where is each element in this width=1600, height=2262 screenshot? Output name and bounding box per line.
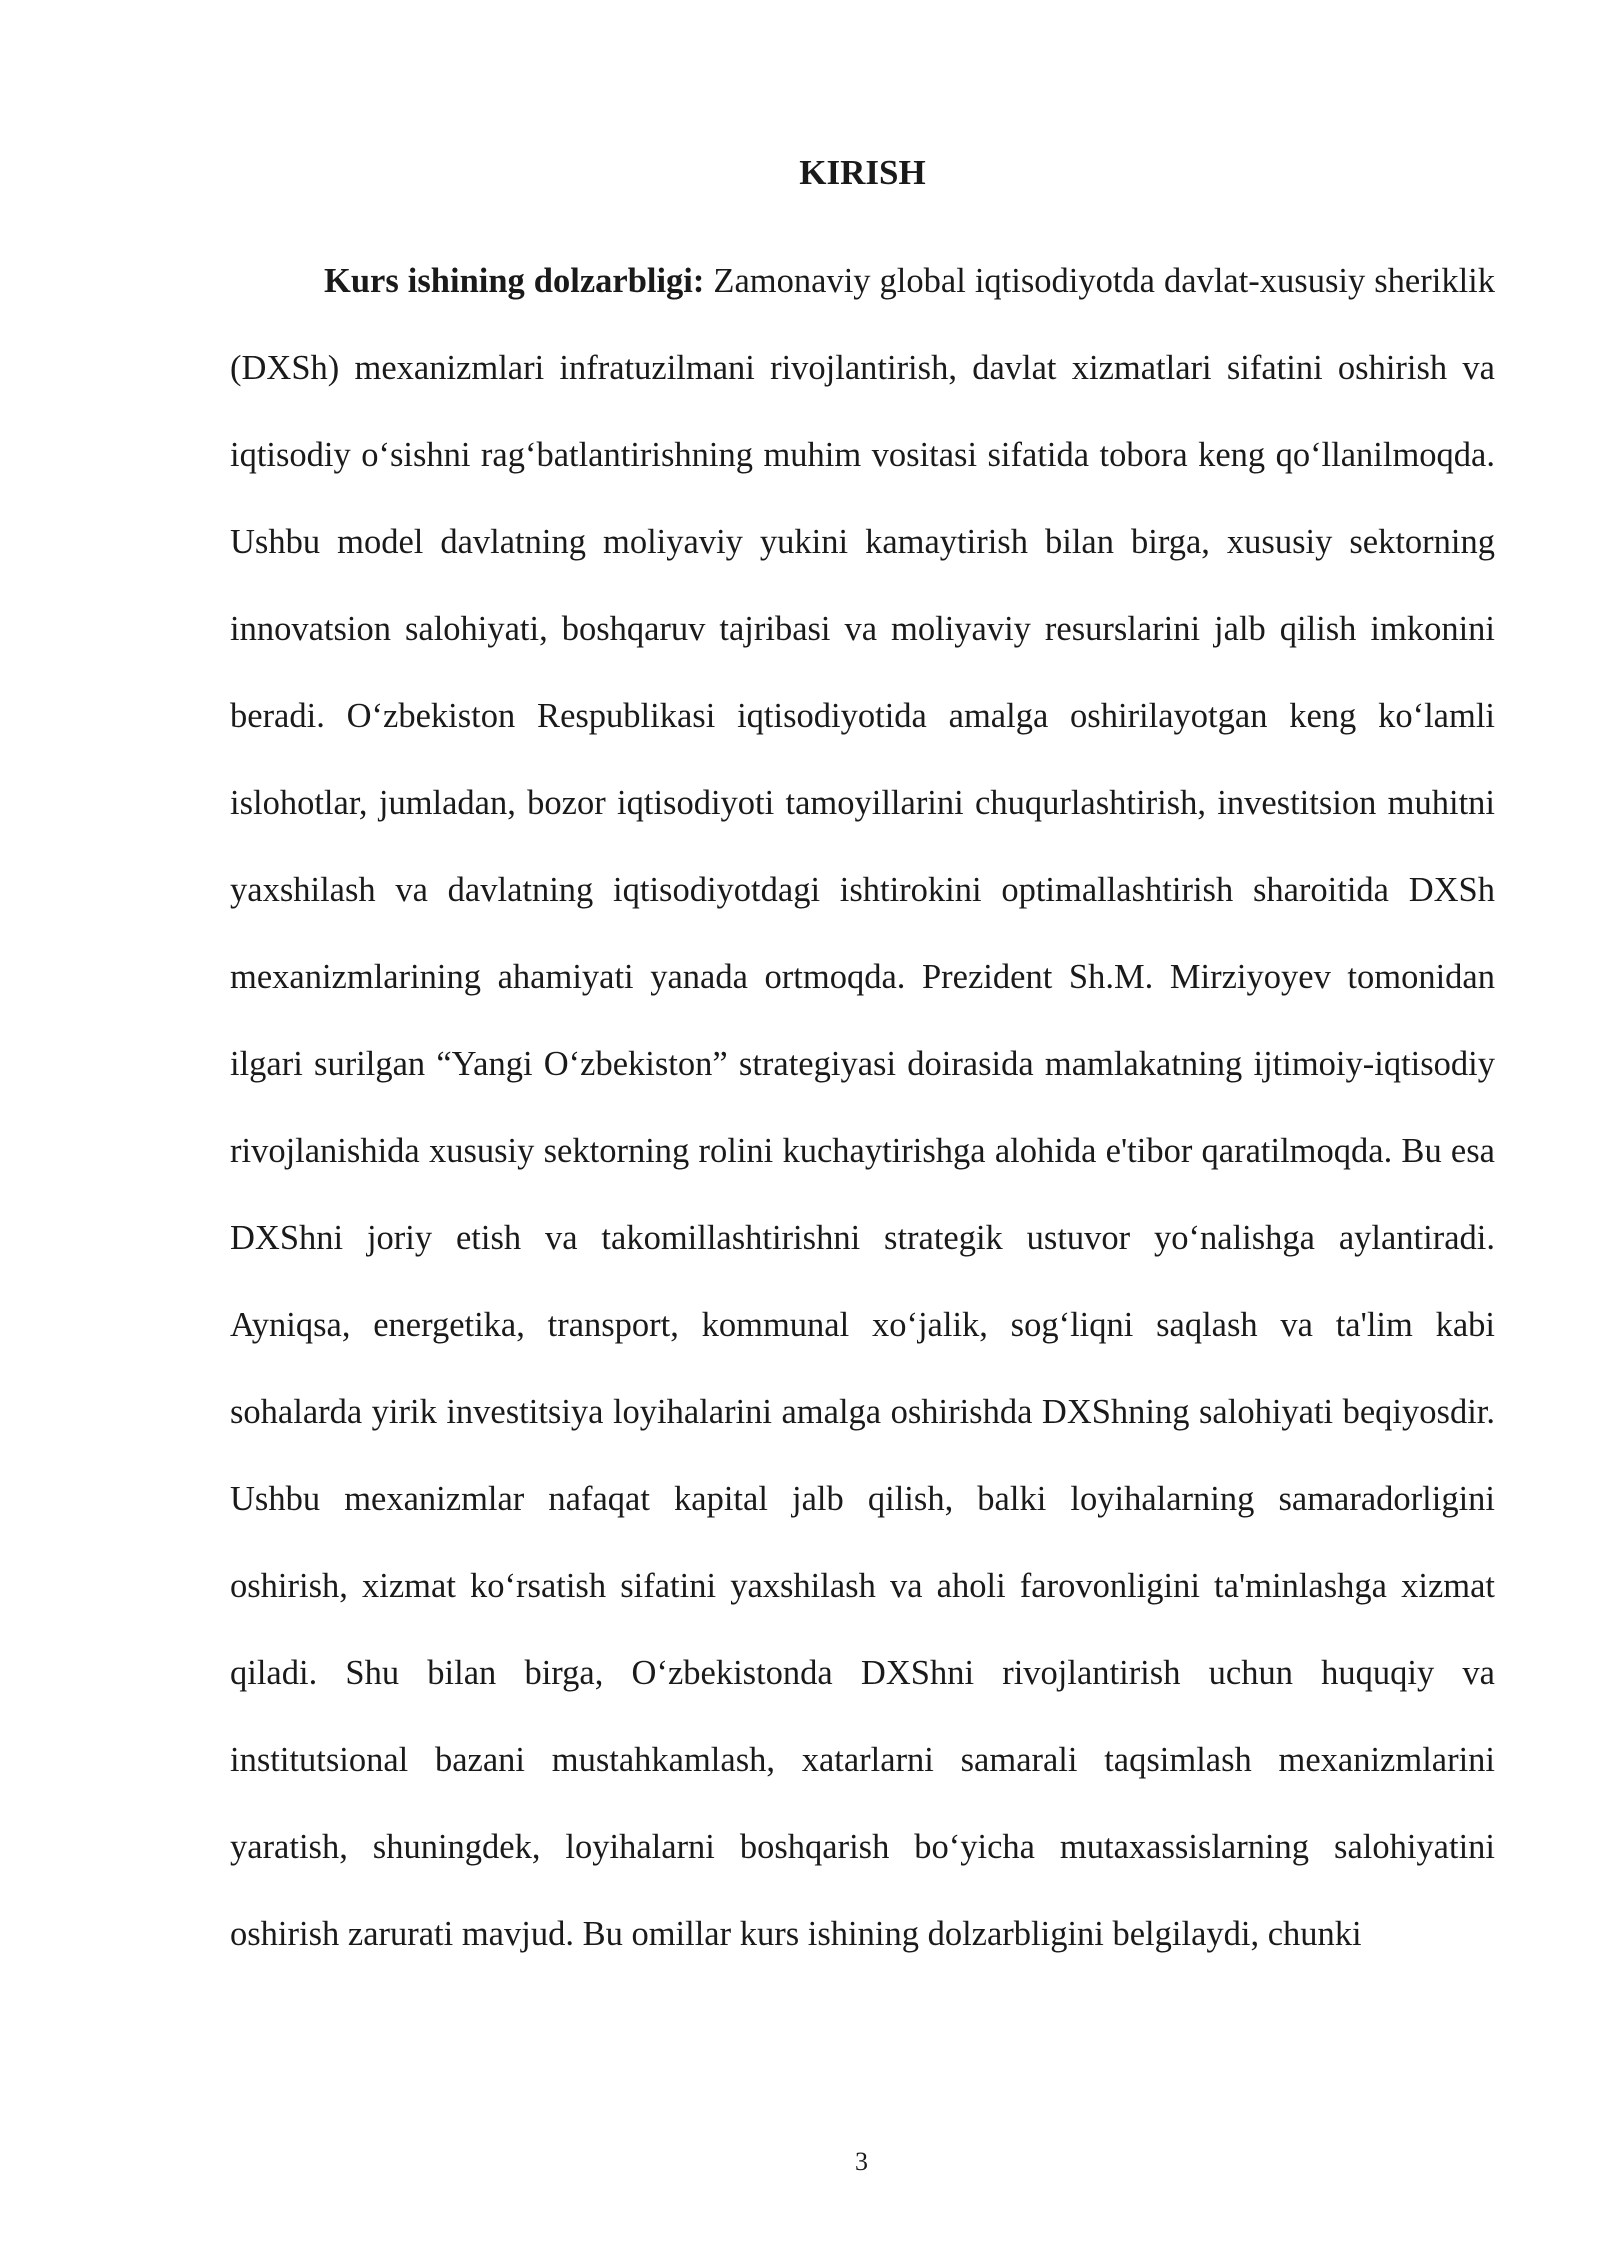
paragraph-lead: Kurs ishining dolzarbligi: <box>324 262 705 300</box>
section-heading: KIRISH <box>799 153 926 192</box>
page-number: 3 <box>855 2147 868 2176</box>
body-paragraph <box>230 238 1495 1978</box>
paragraph-text: Zamonaviy global iqtisodiyotda davlat-xususiy sheriklik (DXSh) mexanizmlari infratuzilmani rivojlantirish, davlat xizmatlari sifatini oshirish va iqtisodiy o‘sishni rag‘batlantirishning muhim vositasi sifatida tobora keng qo‘llanilmoqda. Ushbu model davlatning moliyaviy yukini kamaytirish bilan birga, xususiy sektorning innovatsion salohiyati, boshqaruv tajribasi va moliyaviy resurslarini jalb qilish imkonini beradi. O‘zbekiston Respublikasi iqtisodiyotida amalga oshirilayotgan keng ko‘lamli islohotlar, jumladan, bozor iqtisodiyoti tamoyillarini chuqurlashtirish, investitsion muhitni yaxshilash va davlatning iqtisodiyotdagi ishtirokini optimallashtirish sharoitida DXSh mexanizmlarining ahamiyati yanada ortmoqda. Prezident Sh.M. Mirziyoyev tomonidan ilgari surilgan “Yangi O‘zbekiston” strategiyasi doirasida mamlakatning ijtimoiy-iqtisodiy rivojlanishida xususiy sektorning rolini kuchaytirishga alohida e'tibor qaratilmoqda. Bu esa DXShni joriy etish va takomillashtirishni strategik ustuvor yo‘nalishga aylantiradi. Ayniqsa, energetika, transport, kommunal xo‘jalik, sog‘liqni saqlash va ta'lim kabi sohalarda yirik investitsiya loyihalarini amalga oshirishda DXShning salohiyati beqiyosdir. Ushbu mexanizmlar nafaqat kapital jalb qilish, balki loyihalarning samaradorligini oshirish, xizmat ko‘rsatish sifatini yaxshilash va aholi farovonligini ta'minlashga xizmat qiladi. Shu bilan birga, O‘zbekistonda DXShni rivojlantirish uchun huquqiy va institutsional bazani mustahkamlash, xatarlarni samarali taqsimlash mexanizmlarini yaratish, shuningdek, loyihalarni boshqarish bo‘yicha mutaxassislarning salohiyatini oshirish zarurati mavjud. Bu omillar kurs ishining dolzarbligini belgilaydi, chunki <box>230 262 1495 1953</box>
